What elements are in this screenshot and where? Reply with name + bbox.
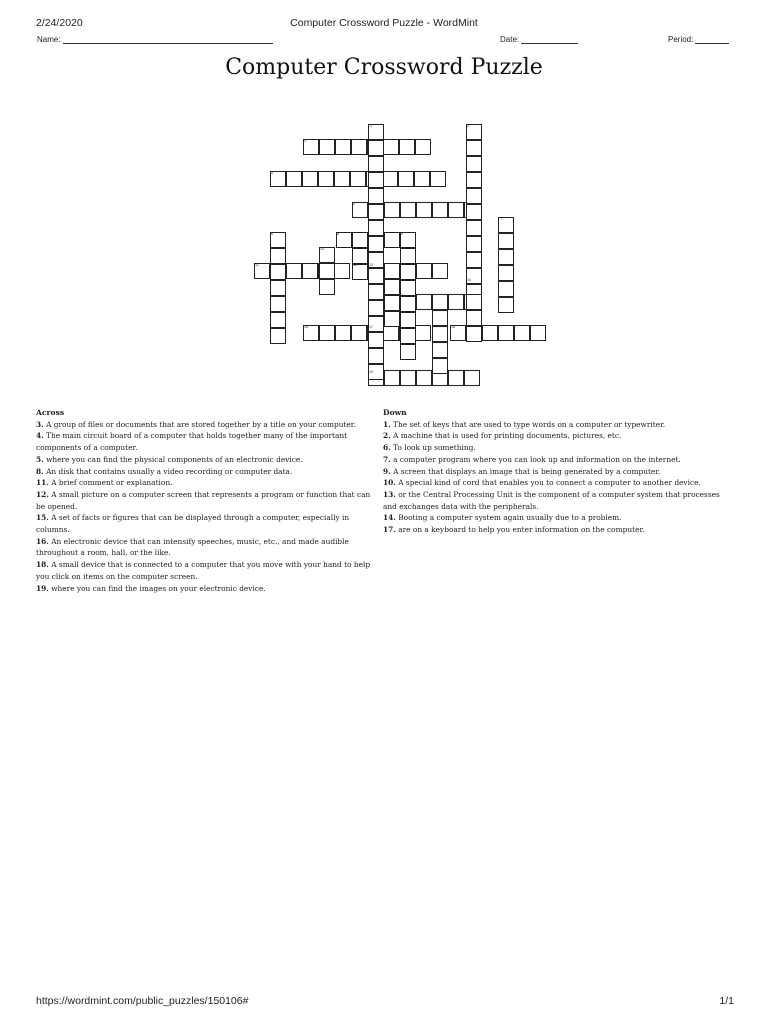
grid-clue-number: 9 xyxy=(401,232,403,236)
grid-cell[interactable] xyxy=(514,325,530,341)
grid-cell[interactable] xyxy=(384,232,400,248)
grid-cell[interactable] xyxy=(416,294,432,310)
grid-cell[interactable] xyxy=(400,344,416,360)
grid-clue-number: 12 xyxy=(353,263,357,267)
grid-cell[interactable] xyxy=(302,171,318,187)
grid-cell[interactable] xyxy=(270,248,286,264)
grid-clue-number: 5 xyxy=(353,202,355,206)
grid-cell[interactable] xyxy=(302,263,318,279)
grid-clue-number: 16 xyxy=(304,325,308,329)
grid-cell[interactable] xyxy=(270,296,286,312)
grid-cell[interactable] xyxy=(368,332,384,348)
date-label: Date: xyxy=(500,35,520,44)
across-clue xyxy=(36,477,378,489)
grid-cell[interactable] xyxy=(368,140,384,156)
grid-cell[interactable] xyxy=(384,311,400,327)
clue-text: A special kind of cord that enables you to connect a computer to another device. xyxy=(395,478,701,488)
grid-cell[interactable] xyxy=(368,284,384,300)
down-clue xyxy=(383,477,733,489)
clue-text: An disk that contains usually a video recording or computer data. xyxy=(43,466,293,476)
grid-cell[interactable] xyxy=(498,281,514,297)
grid-cell[interactable] xyxy=(466,172,482,188)
grid-cell[interactable] xyxy=(416,202,432,218)
across-clue xyxy=(36,430,378,453)
grid-clue-number: 1 xyxy=(370,124,372,128)
grid-cell[interactable] xyxy=(400,370,416,386)
grid-cell[interactable] xyxy=(286,171,302,187)
grid-cell[interactable] xyxy=(466,326,482,342)
grid-cell[interactable] xyxy=(352,248,368,264)
clue-text: A small device that is connected to a computer that you move with your hand to help you click on items on the computer screen. xyxy=(36,560,371,581)
footer-page-number: 1/1 xyxy=(719,995,734,1007)
grid-cell[interactable] xyxy=(368,236,384,252)
clue-text: or the Central Processing Unit is the component of a computer system that processes and exchanges data with the peripherals. xyxy=(383,489,720,511)
grid-cell[interactable] xyxy=(432,294,448,310)
grid-cell[interactable] xyxy=(384,263,400,279)
across-clue xyxy=(36,559,378,582)
grid-cell[interactable] xyxy=(384,279,400,295)
clue-text: where you can find the physical components of an electronic device. xyxy=(43,454,303,464)
grid-cell[interactable] xyxy=(448,294,464,310)
clue-text: An electronic device that can intensify speeches, music, etc., and made audible throughout a room, hall, or the like. xyxy=(36,536,349,558)
clue-text: A group of files or documents that are stored together by a title on your computer. xyxy=(43,419,356,429)
grid-cell[interactable] xyxy=(498,249,514,265)
grid-cell[interactable] xyxy=(270,264,286,280)
clue-number: 13. xyxy=(383,489,396,499)
grid-cell[interactable] xyxy=(498,297,514,313)
grid-clue-number: 6 xyxy=(271,232,273,236)
across-clue xyxy=(36,583,378,595)
clue-number: 11. xyxy=(36,478,49,488)
grid-clue-number: 11 xyxy=(255,263,259,267)
clue-number: 4. xyxy=(36,431,44,441)
clue-number: 10. xyxy=(383,478,396,488)
grid-cell[interactable] xyxy=(368,156,384,172)
grid-cell[interactable] xyxy=(466,140,482,156)
grid-cell[interactable] xyxy=(400,264,416,280)
grid-cell[interactable] xyxy=(432,202,448,218)
grid-cell[interactable] xyxy=(270,312,286,328)
grid-cell[interactable] xyxy=(400,248,416,264)
clue-number: 17. xyxy=(383,525,396,535)
grid-cell[interactable] xyxy=(400,328,416,344)
grid-cell[interactable] xyxy=(432,326,448,342)
grid-cell[interactable] xyxy=(368,220,384,236)
grid-cell[interactable] xyxy=(286,263,302,279)
grid-cell[interactable] xyxy=(352,232,368,248)
grid-clue-number: 18 xyxy=(451,325,455,329)
grid-cell[interactable] xyxy=(270,328,286,344)
across-clue-list xyxy=(36,419,378,595)
clue-text: A small picture on a computer screen that represents a program or function that can be opened. xyxy=(36,489,371,511)
clue-text: are on a keyboard to help you enter information on the computer. xyxy=(395,525,645,535)
clue-number: 5. xyxy=(36,454,44,464)
grid-cell[interactable] xyxy=(464,370,480,386)
down-heading: Down xyxy=(383,408,407,417)
grid-cell[interactable] xyxy=(384,370,400,386)
clue-text: Booting a computer system again usually due to a problem. xyxy=(395,513,622,523)
grid-clue-number: 7 xyxy=(500,217,502,221)
print-footer xyxy=(0,995,768,1009)
grid-cell[interactable] xyxy=(414,171,430,187)
clue-number: 1. xyxy=(383,419,391,429)
across-clue xyxy=(36,466,378,478)
clue-text: where you can find the images on your electronic device. xyxy=(48,583,266,593)
grid-cell[interactable] xyxy=(399,139,415,155)
grid-cell[interactable] xyxy=(368,300,384,316)
down-clue xyxy=(383,489,733,512)
grid-cell[interactable] xyxy=(351,139,367,155)
grid-cell[interactable] xyxy=(319,139,335,155)
clue-number: 8. xyxy=(36,466,44,476)
clue-text: a computer program where you can look up and information on the internet. xyxy=(390,454,681,464)
grid-clue-number: 2 xyxy=(467,124,469,128)
grid-cell[interactable] xyxy=(335,139,351,155)
clue-number: 12. xyxy=(36,489,49,499)
grid-clue-number: 10 xyxy=(320,247,324,251)
grid-cell[interactable] xyxy=(466,156,482,172)
grid-cell[interactable] xyxy=(498,325,514,341)
print-date: 2/24/2020 xyxy=(36,17,83,29)
down-clue xyxy=(383,430,733,442)
grid-cell[interactable] xyxy=(400,202,416,218)
grid-clue-number: 8 xyxy=(337,232,339,236)
period-label: Period: xyxy=(668,35,694,44)
across-clue xyxy=(36,512,378,535)
grid-cell[interactable] xyxy=(398,171,414,187)
clue-number: 2. xyxy=(383,431,391,441)
grid-cell[interactable] xyxy=(466,252,482,268)
down-clue xyxy=(383,524,733,536)
grid-cell[interactable] xyxy=(384,295,400,311)
grid-cell[interactable] xyxy=(350,171,366,187)
clue-number: 6. xyxy=(383,443,391,453)
grid-cell[interactable] xyxy=(368,348,384,364)
clue-number: 15. xyxy=(36,513,49,523)
grid-clue-number: 13 xyxy=(369,263,373,267)
clue-text: A brief comment or explanation. xyxy=(48,478,173,488)
clue-text: A set of facts or figures that can be displayed through a computer, especially in columns. xyxy=(36,513,350,535)
grid-clue-number: 4 xyxy=(271,171,273,175)
grid-cell[interactable] xyxy=(318,171,334,187)
down-clue xyxy=(383,512,733,524)
grid-cell[interactable] xyxy=(334,263,350,279)
grid-cell[interactable] xyxy=(319,325,335,341)
grid-cell[interactable] xyxy=(368,204,384,220)
down-clue-list xyxy=(383,419,733,536)
grid-cell[interactable] xyxy=(368,316,384,332)
clue-number: 3. xyxy=(36,419,44,429)
down-clues xyxy=(383,407,733,536)
puzzle-title: Computer Crossword Puzzle xyxy=(225,55,543,80)
grid-cell[interactable] xyxy=(384,202,400,218)
clue-text: To look up something. xyxy=(390,443,476,453)
grid-cell[interactable] xyxy=(319,263,335,279)
grid-clue-number: 15 xyxy=(401,294,405,298)
grid-cell[interactable] xyxy=(368,188,384,204)
grid-cell[interactable] xyxy=(415,325,431,341)
grid-cell[interactable] xyxy=(466,188,482,204)
grid-clue-number: 17 xyxy=(369,325,373,329)
grid-cell[interactable] xyxy=(466,310,482,326)
grid-cell[interactable] xyxy=(466,294,482,310)
clue-text: The set of keys that are used to type words on a computer or typewriter. xyxy=(390,419,666,429)
grid-cell[interactable] xyxy=(430,171,446,187)
print-window-title: Computer Crossword Puzzle - WordMint xyxy=(290,17,478,29)
grid-cell[interactable] xyxy=(400,312,416,328)
grid-cell[interactable] xyxy=(368,268,384,284)
grid-cell[interactable] xyxy=(530,325,546,341)
footer-url: https://wordmint.com/public_puzzles/150106# xyxy=(36,995,249,1007)
grid-cell[interactable] xyxy=(482,325,498,341)
across-clue xyxy=(36,536,378,559)
grid-cell[interactable] xyxy=(319,279,335,295)
grid-cell[interactable] xyxy=(270,280,286,296)
grid-cell[interactable] xyxy=(448,202,464,218)
down-clue xyxy=(383,454,733,466)
grid-cell[interactable] xyxy=(416,263,432,279)
down-clue xyxy=(383,442,733,454)
clue-text: A screen that displays an image that is being generated by a computer. xyxy=(390,466,661,476)
grid-cell[interactable] xyxy=(432,358,448,374)
grid-cell[interactable] xyxy=(351,325,367,341)
clue-number: 19. xyxy=(36,583,49,593)
grid-cell[interactable] xyxy=(498,265,514,281)
across-clue xyxy=(36,419,378,431)
grid-cell[interactable] xyxy=(416,370,432,386)
clue-number: 16. xyxy=(36,536,49,546)
crossword-grid xyxy=(0,0,768,400)
clue-text: A machine that is used for printing documents, pictures, etc. xyxy=(390,431,622,441)
grid-cell[interactable] xyxy=(382,171,398,187)
name-label: Name: xyxy=(37,35,61,44)
clue-text: The main circuit board of a computer that holds together many of the important components of a computer. xyxy=(36,431,348,453)
grid-cell[interactable] xyxy=(383,139,399,155)
clue-number: 18. xyxy=(36,560,49,570)
clue-number: 14. xyxy=(383,513,396,523)
down-clue xyxy=(383,466,733,478)
grid-clue-number: 14 xyxy=(467,278,471,282)
grid-cell[interactable] xyxy=(466,220,482,236)
across-clues xyxy=(36,407,378,594)
grid-cell[interactable] xyxy=(498,233,514,249)
clue-number: 7. xyxy=(383,454,391,464)
grid-cell[interactable] xyxy=(415,139,431,155)
down-clue xyxy=(383,419,733,431)
across-clue xyxy=(36,489,378,512)
grid-cell[interactable] xyxy=(335,325,351,341)
across-heading: Across xyxy=(36,408,65,417)
grid-cell[interactable] xyxy=(432,342,448,358)
grid-cell[interactable] xyxy=(448,370,464,386)
grid-cell[interactable] xyxy=(466,204,482,220)
grid-cell[interactable] xyxy=(383,325,399,341)
clue-number: 9. xyxy=(383,466,391,476)
grid-cell[interactable] xyxy=(432,310,448,326)
grid-clue-number: 3 xyxy=(304,139,306,143)
grid-cell[interactable] xyxy=(334,171,350,187)
across-clue xyxy=(36,454,378,466)
grid-cell[interactable] xyxy=(432,263,448,279)
grid-cell[interactable] xyxy=(368,172,384,188)
grid-clue-number: 19 xyxy=(369,370,373,374)
grid-cell[interactable] xyxy=(466,236,482,252)
